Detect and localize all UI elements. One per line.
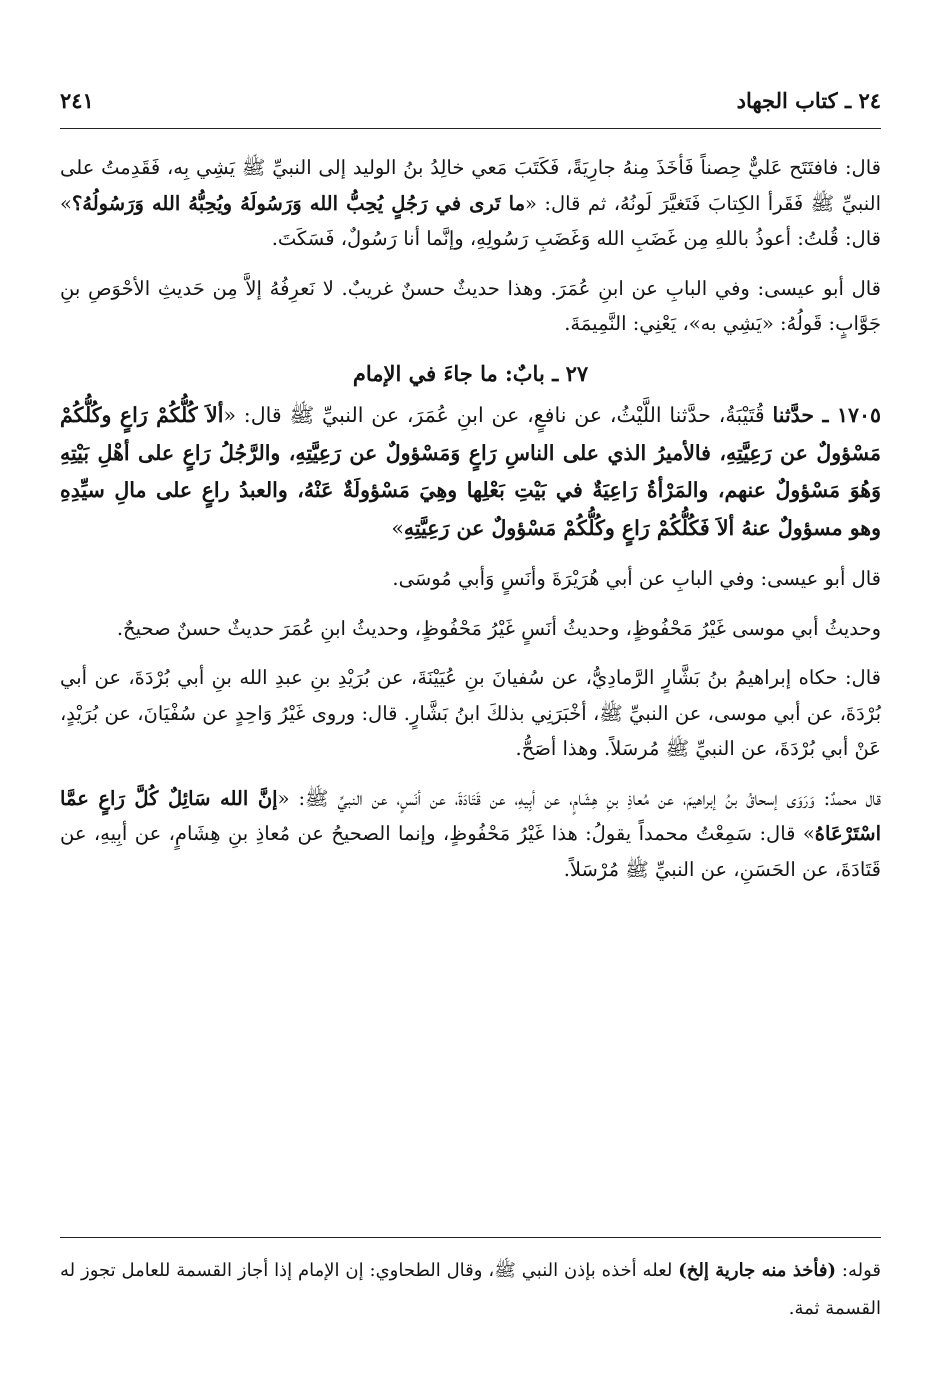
page-header bbox=[60, 88, 881, 122]
paragraph-6-quote: إنَّ الله سَائِلٌ كُلَّ رَاعٍ عمَّا اسْتَرْعَاهُ bbox=[60, 786, 881, 845]
chapter-title: ٢٤ ـ كتاب الجهاد bbox=[736, 88, 881, 113]
page-number: ٢٤١ bbox=[60, 88, 94, 113]
paragraph-1-text-a: قال: فافتَتَح عَليٌّ حِصناً فَأخَذَ مِنهُ جارِيَةً، فَكَتَبَ مَعي خالِدُ بنُ الوليد إلى النبيِّ ﷺ يَشِي بِه، فَقَدِمتُ على النبيِّ ﷺ فَقَرأ الكِتابَ فَتَغيَّرَ لَونُهُ، ثم قال: « bbox=[60, 156, 881, 215]
paragraph-1-text-b: » قال: قُلتُ: أعوذُ باللهِ مِن غَضَبِ الله وَغَضَبِ رَسُولِهِ، وإنَّما أنا رَسُولٌ، فَسَكَتَ. bbox=[60, 191, 881, 250]
hadith-close-quote: » bbox=[391, 515, 404, 540]
hadith-1705 bbox=[60, 397, 881, 547]
section-title: ٢٧ ـ بابٌ: ما جاءَ في الإمام bbox=[352, 360, 589, 386]
footnote-lemma: (فأخذ منه جارية إلخ) bbox=[678, 1260, 837, 1281]
paragraph-6-text-a: قال محمدٌ: وَرَوَى إسحاقُ بنُ إبراهيمَ، عن مُعاذِ بنِ هِشَامٍ، عن أبِيهِ، عن قَتَادَةَ، عن أنَسٍ، عن النبيِّ ﷺ: « bbox=[277, 786, 881, 810]
hadith-number: ١٧٠٥ ـ حدَّثنا bbox=[772, 403, 881, 427]
paragraph-1-quote: ما تَرى في رَجُلٍ يُحِبُّ الله وَرَسُولَهُ ويُحِبُّهُ الله وَرَسُولُهُ؟ bbox=[71, 191, 526, 215]
hadith-isnad: قُتَيْبَةُ، حدَّثنا اللَّيْثُ، عن نافعٍ، عن ابنِ عُمَرَ، عن النبيِّ ﷺ قال: « bbox=[223, 403, 773, 427]
paragraph-6 bbox=[60, 781, 881, 888]
paragraph-6-text-b: » قال: سَمِعْتُ محمداً يقولُ: هذا غَيْرُ مَحْفُوظٍ، وإنما الصحيحُ عن مُعاذِ بنِ هِشَامٍ، عن أبِيهِ، عن قَتَادَةَ، عن الحَسَنِ، عن النبيِّ ﷺ مُرْسَلاً. bbox=[60, 822, 881, 881]
paragraph-4: وحديثُ أبي موسى غَيْرُ مَحْفُوظٍ، وحديثُ أنَسٍ غَيْرُ مَحْفُوظٍ، وحديثُ ابنِ عُمَرَ حديثٌ حسنٌ صحيحٌ. bbox=[116, 616, 881, 640]
paragraph-2: قال أبو عيسى: وفي البابِ عن ابنِ عُمَرَ. وهذا حديثٌ حسنٌ غريبٌ. لا نَعرِفُهُ إلاَّ مِن حَديثِ الأحْوَصِ بنِ جَوَّابٍ: قَولُهُ: «يَشِي به»، يَعْنِي: النَّمِيمَةَ. bbox=[60, 276, 881, 335]
paragraph-3: قال أبو عيسى: وفي البابِ عن أبي هُرَيْرَةَ وأنَسٍ وَأبي مُوسَى. bbox=[392, 567, 881, 590]
hadith-matn: ألاَ كُلُّكُمْ رَاعٍ وكُلُّكُمْ مَسْؤولٌ عن رَعِيَّتِهِ، فالأميرُ الذي على الناسِ رَاعٍ وَمَسْؤولٌ عن رَعِيَّتِهِ، والرَّجُلُ رَاعٍ على أهْلِ بَيْتِهِ وَهُوَ مَسْؤولٌ عنهم، والمَرْأةُ رَاعِيَةٌ في بَيْتِ بَعْلِها وهِيَ مَسْؤولَةٌ عَنْهُ، والعبدُ راعٍ على مالِ سيِّدِهِ وهو مسؤولٌ عنهُ ألاَ فَكُلُّكُمْ رَاعٍ وكُلُّكُمْ مَسْؤولٌ عن رَعِيَّتِهِ bbox=[60, 403, 881, 540]
footnote-divider bbox=[60, 1237, 881, 1238]
paragraph-1 bbox=[60, 150, 881, 257]
footnote-text-b: لعله أخذه بإذن النبي ﷺ، وقال الطحاوي: إن الإمام إذا أجاز القسمة للعامل تجوز له القسمة ثمة. bbox=[60, 1260, 881, 1319]
header-divider bbox=[60, 128, 881, 129]
footnote bbox=[60, 1252, 881, 1328]
paragraph-5: قال: حكاه إبراهيمُ بنُ بَشَّارٍ الرَّمادِيُّ، عن سُفيانَ بنِ عُيَيْنَةَ، عن بُرَيْدِ بنِ عبدِ الله بنِ أبي بُرْدَةَ، عن أبي بُرْدَةَ، عن أبي موسى، عن النبيِّ ﷺ، أخْبَرَنِي بذلكَ ابنُ بَشَّارٍ. قال: وروى غَيْرُ وَاحِدٍ عن سُفْيَانَ، عن بُرَيْدٍ، عَنْ أبي بُرْدَةَ، عن النبيِّ ﷺ مُرسَلاً. وهذا أصَحُّ. bbox=[60, 666, 881, 760]
footnote-text-a: قوله: bbox=[836, 1260, 882, 1281]
main-text bbox=[60, 150, 881, 901]
